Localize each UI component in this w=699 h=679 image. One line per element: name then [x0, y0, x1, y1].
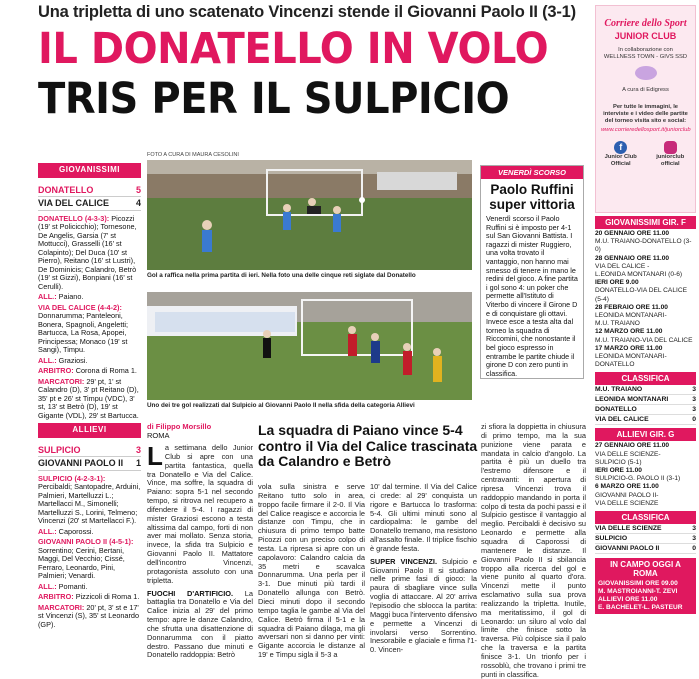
facebook-link[interactable] — [597, 141, 645, 168]
standing-row — [595, 395, 696, 405]
lineup-text: Percibaldi; Santopadre, Arduini, Palmieri, Martelluzzi L.; Martellacci M., Simonelli; Martelluzzi S., Lorini, Telmeno; Vincenzi (20' st Martellacci F.). — [38, 482, 141, 525]
coach-1 — [38, 293, 141, 302]
score-row-1 — [38, 184, 141, 198]
coach-2 — [38, 357, 141, 366]
col1-text: a settimana dello Junior Club si apre con una partita fantastica, quella tra Donatello e Via del Calice. Vince, ma soffre, la squadra di Paiano: sopra 5-1 nel secondo tempo, si ritrova nel recupero a difendere il 5-4. I ragazzi di mister Graziosi escono a testa altissima dal campo, forti di non aver mai mollato. Senza storia, invece, la sfida tra Sulpicio e Giovanni Paolo II. Mattatore dell'incontro Vincenzi, protagonista assoluto con una tripletta. — [147, 443, 253, 585]
standing-team: GIOVANNI PAOLO II — [595, 545, 660, 553]
schedule-line: M.U. TRAIANO — [595, 320, 640, 328]
schedule-line: LEONIDA MONTANARI- — [595, 353, 667, 361]
article-col-1 — [147, 441, 254, 660]
venerdi-text: Venerdì scorso il Paolo Ruffini si è imposto per 4-1 sul San Giovanni Battista. I ragazzi di mister Ruggiero, una volta trovato il vantaggio, non hanno mai smesso di tenere in mano le redini del gioco. A fine partita i gol sono 4: un poker che permette all'Istituto di Viterbo di vincere il Girone D e di conquistare gli ottavi. Invece esce a testa alta dal torneo la squadra di Riccomini, che nonostante il bel gioco espresso in entrambe le partite chiude il girone D con zero punti in classifica. — [486, 214, 578, 378]
social-row — [596, 141, 695, 168]
oggi-box — [595, 558, 696, 614]
schedule-line: 6 MARZO ORE 11.00 — [595, 483, 659, 491]
match-photo-1 — [147, 160, 472, 270]
team-name: SULPICIO — [38, 444, 81, 455]
standing-row — [595, 415, 696, 425]
schedule-line: 17 MARZO ORE 11.00 — [595, 344, 663, 352]
kicker: Una tripletta di uno scatenato Vincenzi stende il Giovanni Paolo II (3-1) — [38, 3, 576, 21]
standing-points: 3 — [692, 386, 696, 394]
site-link[interactable]: www.corrieredellosport.it/juniorclub — [601, 127, 691, 133]
standing-team: SULPICIO — [595, 535, 628, 543]
coach-text: Pomanti. — [56, 581, 88, 591]
coach-label: ALL.: — [38, 526, 57, 536]
referee — [38, 593, 141, 602]
standing-row — [595, 524, 696, 534]
coach-text: Paiano. — [56, 292, 84, 301]
col1b-text: La battaglia tra Donatello e Via del Calice inizia al 29' del primo tempo: apre le danze Calandro, che sfrutta una disattenzione di Donnarumma con il piatto destro. Passano due minuti e Donatello raddoppia: Betrò — [147, 588, 254, 660]
article-headline: La squadra di Paiano vince 5-4 contro il Via del Calice trascinata da Calandro e Betrò — [258, 422, 478, 469]
schedule-line: GIOVANNI PAOLO II- — [595, 491, 659, 499]
oggi-line: ALLIEVI ORE 11.00 — [598, 596, 658, 604]
class1-header: CLASSIFICA — [595, 372, 696, 385]
standing-points: 0 — [692, 545, 696, 553]
standing-team: M.U. TRAIANO — [595, 386, 643, 394]
referee-text: Corona di Roma 1. — [73, 366, 137, 375]
match-photo-2-image — [147, 292, 472, 400]
score-row-1 — [38, 444, 141, 458]
lineup-team: SULPICIO (4-2-3-1): — [38, 473, 106, 483]
photo-caption-1: Gol a raffica nella prima partita di ieri. Nella foto una delle cinque reti siglate dal Donatello — [147, 272, 416, 279]
allievi-box — [38, 423, 141, 629]
article-col-4: zi sfiora la doppietta in chiusura di primo tempo, ma la sua punizione viene parata e mandata in calcio d'angolo. La partita è più un duello tra l'estremo difensore e il centravanti: in apertura di ripresa Vincenzi trova il raddoppio mandando in porta il colpo di testa da pochi passi e il Sulpicio gestisce il vantaggio al meglio. Percibaldi è decisivo su Leonardo e permette alla squadra di Caporossi di mantenere le distanze. Il Giovanni Paolo II si sbilancia troppo alla ricerca del gol e viene punito al quarto d'ora. Vincenzi mette il punto esclamativo sulla sua prova realizzando la tripletta. Inutile, ma meritatissimo, il gol di Leonardo: un siluro al volo dal limite che finisce sotto la traversa. Più colpisce sia il palo che la traversa e la partita finisce 3-1. Un trionfo per i rossoblù, che trovano i primi tre punti in classifica. — [481, 422, 586, 679]
subheading: FUOCHI D'ARTIFICIO. — [147, 588, 234, 598]
oggi-line: E. BACHELET-L. PASTEUR — [598, 604, 683, 612]
schedule-line: 12 MARZO ORE 11.00 — [595, 328, 663, 336]
team-name: VIA DEL CALICE — [38, 198, 110, 208]
collab-text: In collaborazione con WELLNESS TOWN - GIVS SSD — [603, 47, 688, 60]
coach-label: ALL.: — [38, 292, 57, 301]
standing-points: 3 — [692, 525, 696, 533]
scorers — [38, 604, 141, 630]
standing-points: 3 — [692, 406, 696, 414]
standing-team: VIA DELLE SCIENZE — [595, 525, 662, 533]
standing-row — [595, 544, 696, 554]
standing-points: 3 — [692, 535, 696, 543]
standing-team: LEONIDA MONTANARI — [595, 396, 669, 404]
oggi-title: IN CAMPO OGGI A ROMA — [610, 560, 681, 579]
venerdi-box — [480, 165, 584, 379]
article-col-2: vola sulla sinistra e serve Reitano tutto solo in area, troppo facile firmare il 2-0. Il Via del Calice reagisce e accorcia le distanze con Timpu, che in chiusura di primo tempo batte Picozzi con un preciso colpo di testa. La ripresa si apre con un capolavoro: Calandro calcia da 35 metri e scavalca Donnarumma. Una perla per il 3-1. Due minuti più tardi il Donatello allunga con Betrò. Dieci minuti dopo il secondo tempo taglia le gambe al Via del Calice. Betrò firma il 5-1 e la squadra di Paiano dilaga, ma gli avversari non si danno per vinti: Gigante accorcia le distanze al 19' e Timpu sigla il 5-3 a — [258, 482, 365, 660]
schedule-line: 20 GENNAIO ORE 11.00 — [595, 230, 670, 237]
schedule-line: 27 GENNAIO ORE 11.00 — [595, 442, 670, 450]
author: di Filippo Morsillo — [147, 422, 212, 431]
lineup-1 — [38, 215, 141, 292]
team-name: DONATELLO — [38, 184, 94, 195]
schedule-line: LEONIDA MONTANARI- — [595, 312, 667, 320]
gir-f-header: GIOVANISSIMI GIR. F — [595, 216, 696, 229]
scorers-label: MARCATORI: — [38, 376, 85, 386]
team-score: 3 — [135, 444, 141, 455]
class2-header: CLASSIFICA — [595, 511, 696, 524]
standing-team: VIA DEL CALICE — [595, 416, 649, 424]
referee — [38, 367, 141, 376]
standing-row — [595, 385, 696, 395]
schedule-line: VIA DELLE SCIENZE — [595, 499, 659, 507]
team-score: 4 — [135, 198, 141, 208]
junior-club-promo — [595, 5, 696, 213]
city: ROMA — [147, 431, 170, 440]
instagram-label: juniorclub official — [656, 154, 685, 167]
schedule-line: L.EONIDA MONTANARI (0-6) — [595, 271, 683, 279]
scorers-text: 20' pt, 3' st e 17' st Vincenzi (S), 35' st Leonardo (GP). — [38, 602, 140, 629]
article-col-3 — [370, 482, 477, 655]
instagram-link[interactable] — [646, 141, 694, 168]
schedule-line: IERI ORE 11.00 — [595, 467, 642, 475]
score-row-2 — [38, 197, 141, 211]
standing-row — [595, 534, 696, 544]
referee-label: ARBITRO: — [38, 366, 74, 375]
venerdi-tag: VENERDÌ SCORSO — [481, 166, 583, 179]
standing-points: 3 — [692, 396, 696, 404]
gir-g-header: ALLIEVI GIR. G — [595, 428, 696, 441]
schedule-line: 28 FEBRAIO ORE 11.00 — [595, 303, 668, 311]
schedule-line: DONATELLO — [595, 361, 635, 369]
drop-cap: L — [147, 441, 163, 471]
cura-text: A cura di Edigress — [622, 87, 669, 93]
lineup-team: VIA DEL CALICE (4-4-2): — [38, 302, 122, 312]
schedule-line: 28 GENNAIO ORE 11.00 — [595, 254, 670, 262]
oggi-list — [598, 580, 693, 612]
class2-table — [595, 524, 696, 554]
col3b-text: Sulpicio e Giovanni Paolo II si studiano nelle prime fasi di gioco: la paura di sbagliare vince sulla voglia di attaccare. Al 20' arriva l'episodio che sblocca la partita: Maggi buca l'intervento difensivo e permette a Vincenzi di involarsi verso Sorrentino. Inesorabile e glaciale e firma l'1-0. Vincen- — [370, 556, 477, 655]
schedule-line: IERI ORE 9.00 — [595, 279, 639, 287]
gir-f-list — [595, 230, 696, 369]
coach-text: Caporossi. — [56, 526, 94, 536]
instagram-icon — [664, 141, 677, 154]
team-score: 1 — [135, 458, 141, 468]
logo-junior-club: JUNIOR CLUB — [614, 31, 677, 41]
lineup-2 — [38, 538, 141, 581]
oggi-line: M. MASTROIANNI-T. ZEVI — [598, 588, 678, 596]
scorers-text: 29' pt, 1' st Calandro (D), 3' pt Reitano (D), 35' pt e 26' st Timpu (VDC), 3' st, 13' st Betrò (D), 19' st Gigante (VDL), 29' st Bartucca. — [38, 376, 139, 420]
byline — [147, 422, 211, 440]
coach-label: ALL.: — [38, 581, 57, 591]
giovanissimi-box — [38, 163, 141, 420]
logo-corriere: Corriere dello Sport — [604, 18, 687, 29]
team-score: 5 — [135, 184, 141, 195]
coach-label: ALL.: — [38, 355, 57, 365]
scorers-label: MARCATORI: — [38, 602, 85, 612]
team-name: GIOVANNI PAOLO II — [38, 458, 124, 468]
col3-text: 10' dal termine. Il Via del Calice ci crede: al 29' conquista un rigore e Bartucca lo trasforma: 5-4. Gli ultimi minuti sono al cardiopalma: le gambe del Donatello tremano, ma resistono all'assalto finale. Il triplice fischio è grande festa. — [370, 482, 477, 553]
coach-text: Graziosi. — [56, 355, 88, 365]
facebook-icon: f — [614, 141, 627, 154]
venerdi-title: Paolo Ruffini super vittoria — [489, 182, 575, 212]
standing-team: DONATELLO — [595, 406, 637, 414]
schedule-gir-f — [595, 216, 696, 614]
schedule-line: M.U. TRAIANO-DONATELLO (3-0) — [595, 238, 692, 254]
photo-caption-2: Uno dei tre gol realizzati dal Sulpicio al Giovanni Paolo II nella sfida della categoria Allievi — [147, 402, 415, 409]
lineup-2 — [38, 304, 141, 355]
coach-1 — [38, 528, 141, 537]
subheading: SUPER VINCENZI. — [370, 556, 438, 566]
schedule-line: VIA DEL CALICE - — [595, 262, 650, 270]
lineup-text: Picozzi (19' st Policicchio); Tornesone, De Angelis, Garsia (7' st Mottucci), Grasselli (16' st Colapinto); Del Duca (10' st Pierro), Reitano (16' st Lustri), De Dominicis; Calandro, Betrò (19' st Gizzi), Bonpiani (16' st Cerulli). — [38, 213, 137, 291]
schedule-line: M.U. TRAIANO-VIA DEL CALICE — [595, 336, 693, 344]
match-photo-2 — [147, 292, 472, 400]
lineup-team: DONATELLO (4-3-3): — [38, 213, 110, 223]
schedule-line: SULPICIO-G. PAOLO II (3-1) — [595, 475, 681, 483]
referee-text: Pizzicoli di Roma 1. — [73, 592, 140, 601]
wellness-logo-icon — [596, 66, 695, 85]
class1-table — [595, 385, 696, 425]
headline-1: IL DONATELLO IN VOLO — [38, 24, 549, 74]
oggi-line: GIOVANISSIMI ORE 09.00 — [598, 580, 678, 588]
gir-g-list — [595, 442, 696, 508]
lineup-text: Donnarumma; Panteleoni, Bonera, Spagnoli, Angeletti; Bartucca, La Rosa, Apopei, Principessa; Monaco (19' st Sangi), Timpu. — [38, 311, 129, 354]
referee-label: ARBITRO: — [38, 592, 74, 601]
scorers — [38, 378, 141, 421]
coach-2 — [38, 583, 141, 592]
schedule-line: DONATELLO-VIA DEL CALICE (5-4) — [595, 287, 687, 303]
info-text: Per tutte le immagini, le interviste e i video delle partite del torneo visita sito e social: — [603, 104, 688, 124]
standing-points: 0 — [692, 416, 696, 424]
section-bar-giovanissimi: GIOVANISSIMI — [38, 163, 141, 178]
score-row-2 — [38, 457, 141, 471]
lineup-team: GIOVANNI PAOLO II (4-5-1): — [38, 537, 134, 546]
section-bar-allievi: ALLIEVI — [38, 423, 141, 438]
schedule-line: SULPICIO (5-1) — [595, 458, 642, 466]
match-photo-1-image — [147, 160, 472, 270]
headline-2: TRIS PER IL SULPICIO — [38, 74, 510, 124]
photo-credit: FOTO A CURA DI MAURA CESOLINI — [147, 152, 239, 158]
lineup-text: Sorrentino; Cerini, Bertani, Maggi, Del Vecchio; Cissé, Ferraro, Leonardo, Pini, Palmieri; Venardi. — [38, 545, 125, 580]
schedule-line: VIA DELLE SCIENZE- — [595, 450, 661, 458]
facebook-label: Junior Club Official — [604, 154, 637, 167]
lineup-1 — [38, 475, 141, 526]
standing-row — [595, 405, 696, 415]
